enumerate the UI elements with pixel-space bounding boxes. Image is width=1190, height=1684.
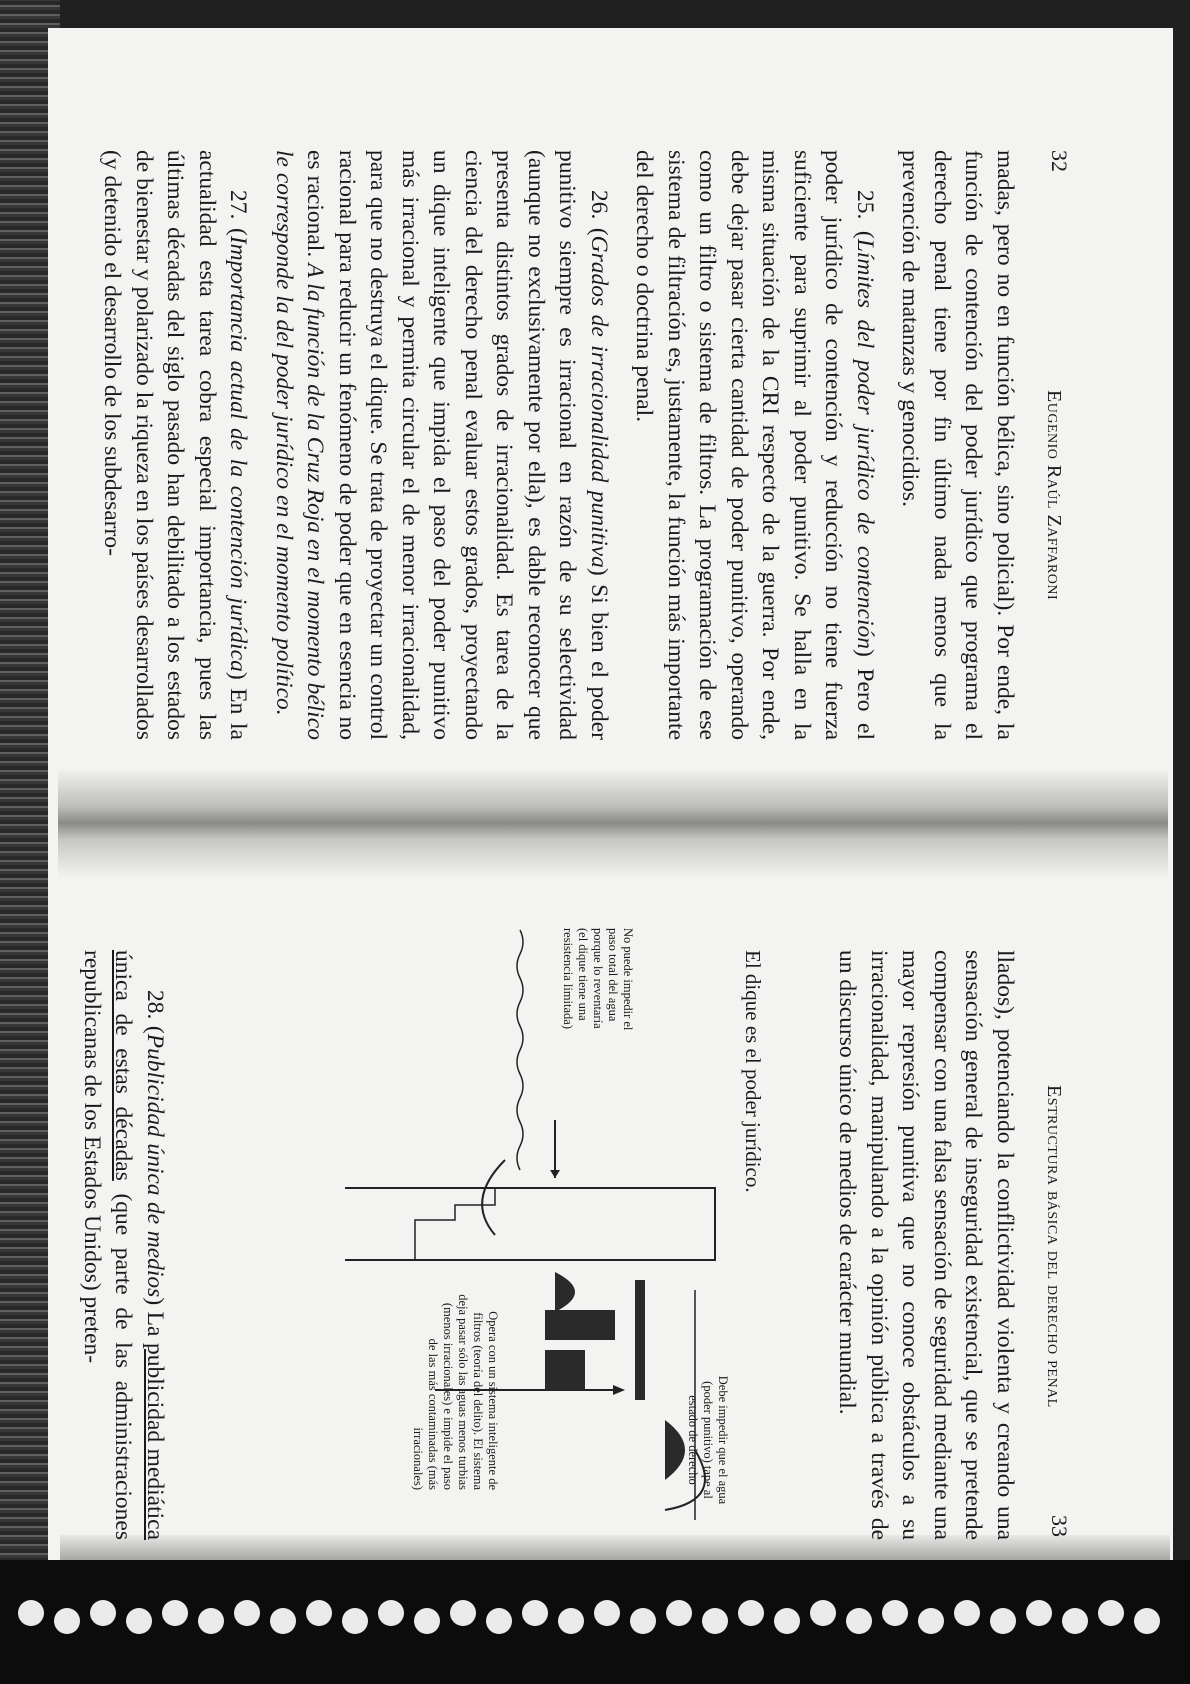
paragraph-27: 27. (Importancia actual de la contención jurídica) En la actualidad esta tarea cobra especial importancia, pues las últimas décadas del siglo pasado han debilitado a los estados de bienestar y polarizado la riqueza en los países desarrollados (y detenido el desarrollo de los subdesarro- [99, 150, 252, 740]
page-number: 32 [1047, 150, 1072, 172]
label-left: No puede impedir el paso total del agua porque lo reventaría (el dique tiene una resistencia limitada) [561, 928, 635, 1031]
paragraph: madas, pero no en función bélica, sino policial). Por ende, la función de contención del poder jurídico que programa el derecho penal tiene por fin último nada menos que la prevención de matanzas y genocidios. [897, 150, 1018, 740]
paragraph: llados), potenciando la conflictividad violenta y creando una sensación general de inseguridad existencial, que se pretende compensar con una falsa sensación de seguridad mediante una mayor represión punitiva que no conoce obstáculos a su irracionalidad, manipulando a la opinión pública a través de un discurso único de medios de carácter mundial. [834, 950, 1018, 1540]
dam-steps [415, 1188, 715, 1260]
figure-caption: El dique es el poder jurídico. [741, 950, 765, 1193]
right-body-text [831, 950, 1020, 1540]
left-body-text [96, 150, 1020, 740]
curved-arrow [482, 1160, 505, 1235]
running-head: Eugenio Raúl Zaffaroni [1043, 390, 1065, 601]
page-number: 33 [1047, 1515, 1072, 1537]
right-page [0, 860, 1190, 1620]
paragraph-28: 28. (Publicidad única de medios) La publicidad mediática única de estas décadas (que parte de las administraciones republicanas de los Estados Unidos) preten- [79, 950, 168, 1541]
label-top: Debe impedir que el agua (poder punitivo) tape al estado de derecho [686, 1375, 730, 1505]
paragraph-26: 26. (Grados de irracionalidad punitiva) Si bien el poder punitivo siempre es irracional en razón de su selectividad (aunque no exclusivamente por ella), es dable reconocer que presenta distintos grados de irracionalidad. Es tarea de la ciencia del derecho penal evaluar estos grados, proyectando un dique inteligente que impida el paso del poder punitivo más irracional y permita circular el de menor irracionalidad, para que no destruya el dique. Se trata de proyectar un control racional para reducir un fenómeno de poder que en esencia no es racional. A la función de la Cruz Roja en el momento bélico le corresponde la del poder jurídico en el momento político. [271, 150, 612, 740]
paragraph-25: 25. (Límites del poder jurídico de contención) Pero el poder jurídico de contención y reducción no tiene fuerza suficiente para suprimir al poder punitivo. Se halla en la misma situación de la CRI respecto de la guerra. Por ende, debe dejar pasar cierta cantidad de poder punitivo, operando como un filtro o sistema de filtros. La programación de ese sistema de filtración es, justamente, la función más importante del derecho o doctrina penal. [631, 150, 878, 740]
dam-wall [345, 1188, 715, 1260]
left-page [0, 60, 1190, 820]
running-head: Estructura básica del derecho penal [1043, 1085, 1065, 1408]
water-line [517, 930, 523, 1170]
dam-diagram [345, 920, 735, 1540]
label-right: Opera con un sistema inteligente de filtros (teoría del delito). El sistema deja pasar sólo las aguas menos turbias (menos irracionales) e impide el paso de las más contaminadas (más irracionales) [411, 1294, 500, 1490]
city-illustration [545, 1272, 695, 1520]
